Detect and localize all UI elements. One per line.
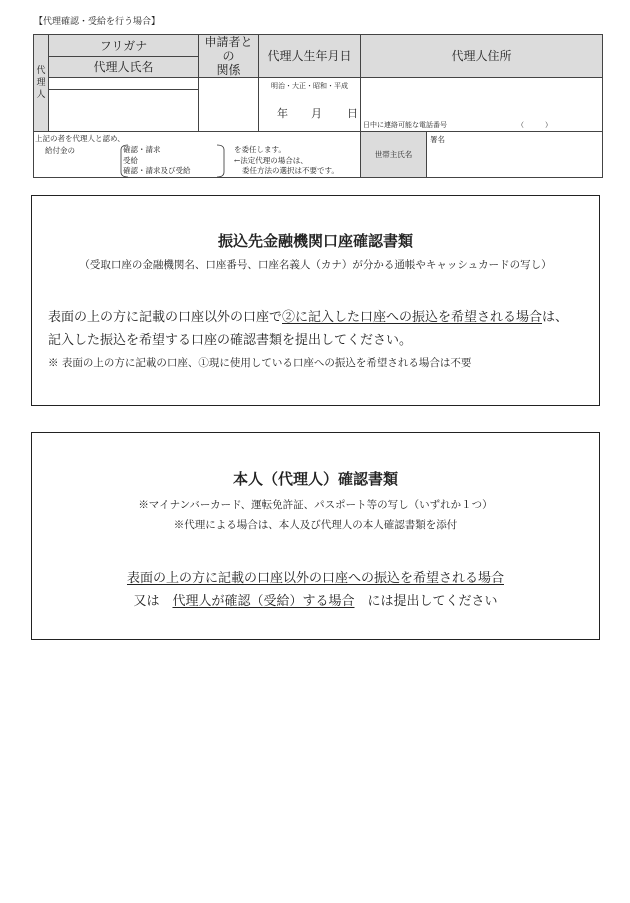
agent-section-title: 【代理確認・受給を行う場合】 [34,17,161,27]
bank-doc-line1: 表面の上の方に記載の口座以外の口座で②に記入した口座への振込を希望される場合は、 [48,310,569,325]
left-brace [118,144,130,178]
id-doc-title: 本人（代理人）確認書類 [232,470,398,488]
household-head-label: 世帯主氏名 [361,132,427,178]
name-header: 代理人氏名 [49,57,199,78]
day-label: 日 [347,107,358,120]
daytime-phone-label: 日中に連絡可能な電話番号 [363,121,447,129]
bank-doc-subtitle: （受取口座の金融機関名、口座番号、口座名義人（カナ）が分かる通帳やキャッシュカードの写し） [79,259,552,271]
bank-doc-title: 振込先金融機関口座確認書類 [217,232,413,250]
benefit-label: 給付金の [45,146,75,155]
option-receive[interactable]: 受給 [123,155,138,165]
bank-doc-box [31,195,600,406]
furigana-field[interactable] [49,78,199,90]
right-brace [215,144,227,178]
address-header: 代理人住所 [361,35,603,78]
id-doc-line1: 表面の上の方に記載の口座以外の口座への振込を希望される場合 [126,571,504,586]
legal-note-2: 委任方法の選択は不要です。 [242,166,339,175]
birthdate-header: 代理人生年月日 [259,35,361,78]
address-field[interactable] [361,78,603,132]
relation-field[interactable] [199,78,259,132]
era-options: 明治・大正・昭和・平成 [271,82,348,90]
agent-table [33,34,603,178]
phone-paren: （ ） [517,121,552,129]
option-confirm-claim-receive[interactable]: 確認・請求及び受給 [123,166,191,175]
relation-header: 申請者との 関係 [199,35,259,78]
bank-doc-note: ※ 表面の上の方に記載の口座、①現に使用している口座への振込を希望される場合は不要 [48,357,472,369]
month-label: 月 [311,107,322,120]
option-confirm-claim[interactable]: 確認・請求 [123,145,161,154]
year-label: 年 [277,107,288,120]
delegation-cell [34,132,361,178]
id-doc-emphasis: 代理人が確認（受給）する場合 [172,594,355,609]
id-doc-line2: 又は 代理人が確認（受給）する場合 には提出してください [133,594,498,609]
furigana-header: フリガナ [49,35,199,57]
id-doc-box [31,432,600,640]
birthdate-field[interactable] [259,78,361,132]
id-doc-note2: ※代理による場合は、本人及び代理人の本人確認書類を添付 [173,519,458,531]
id-doc-note1: ※マイナンバーカード、運転免許証、パスポート等の写し（いずれか１つ） [138,499,493,511]
bank-doc-emphasis: ②に記入した口座への振込を希望される場合 [282,310,543,325]
delegate-suffix: を委任します。 [234,145,286,154]
bank-doc-line2: 記入した振込を希望する口座の確認書類を提出してください。 [48,333,413,348]
legal-note-1: ←法定代理の場合は、 [234,155,308,165]
delegation-intro: 上記の者を代理人と認め、 [35,134,125,143]
signature-label: 署名 [430,135,445,144]
agent-side-label: 代 理 人 [34,35,49,132]
signature-field[interactable] [427,132,603,178]
name-field[interactable] [49,90,199,132]
delegation-options [123,145,191,177]
